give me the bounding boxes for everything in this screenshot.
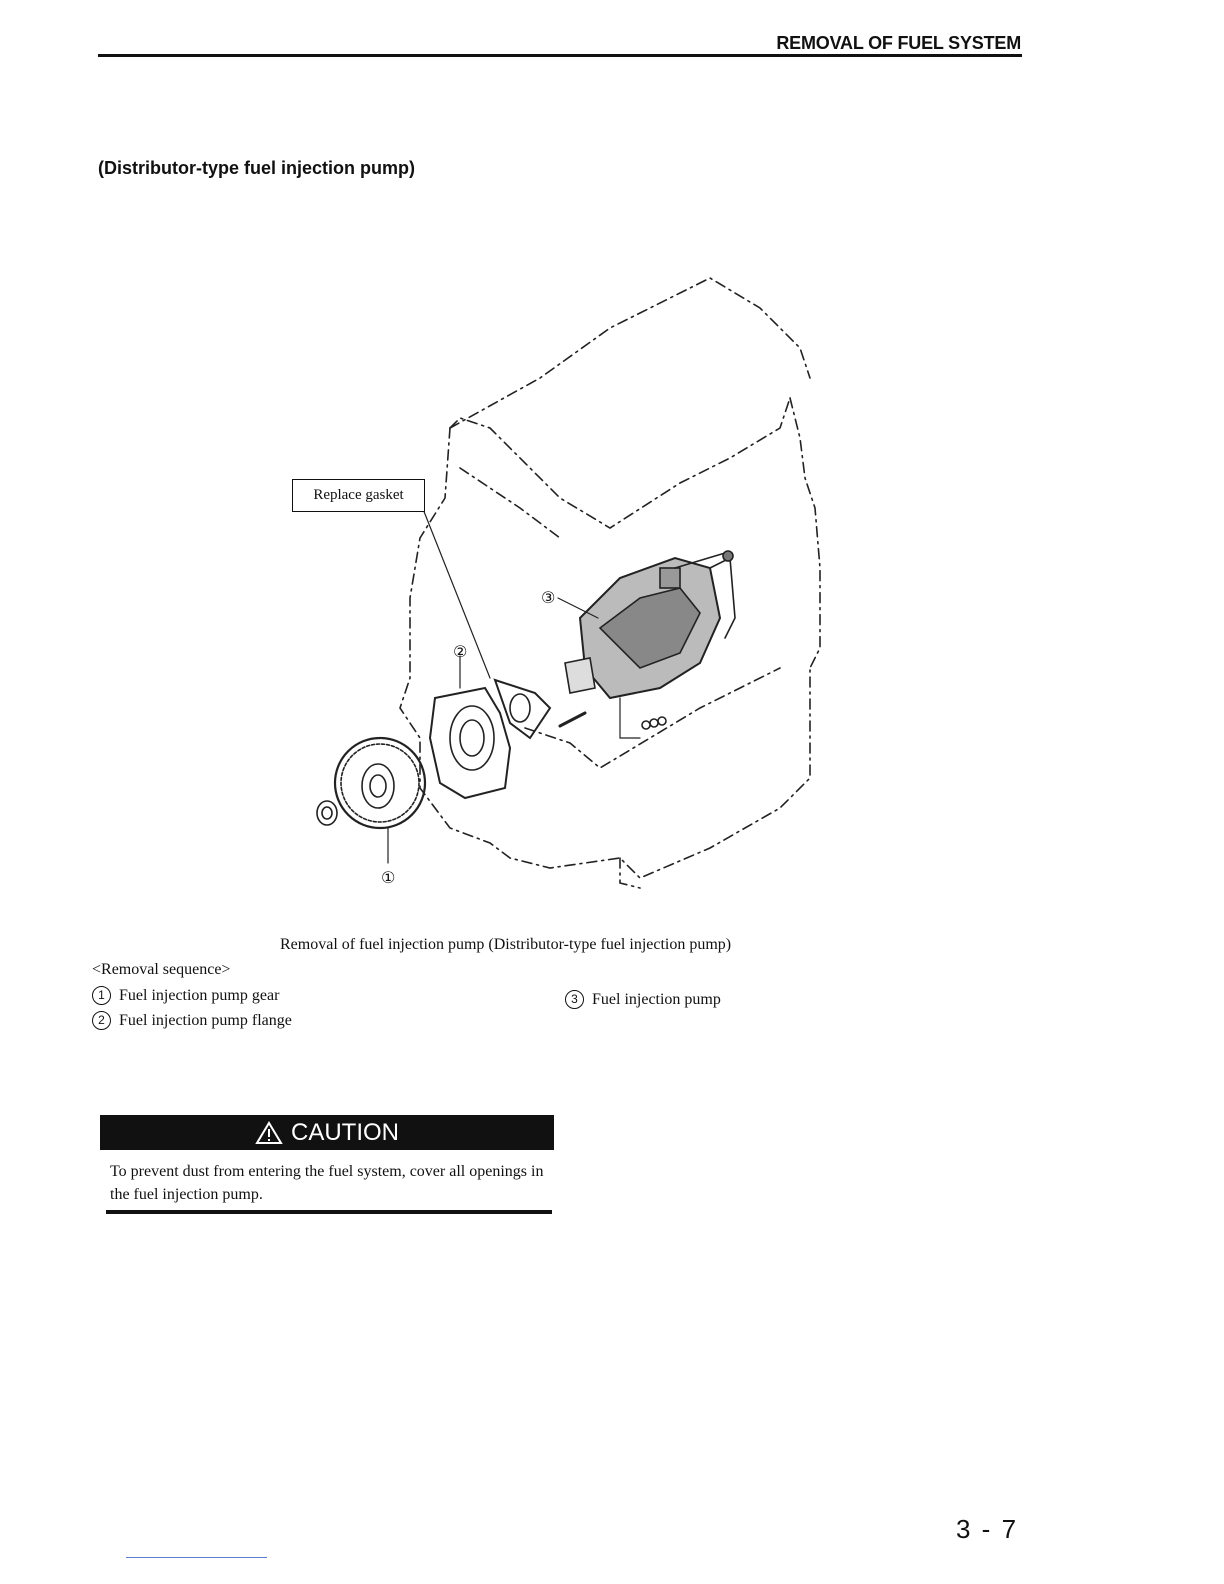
pump-flange [430, 688, 510, 798]
sequence-number-3: 3 [565, 990, 584, 1009]
page-number: 3 - 7 [956, 1514, 1019, 1544]
page-header-title: REMOVAL OF FUEL SYSTEM [776, 33, 1021, 53]
caution-rule [106, 1210, 552, 1214]
sequence-item-3 [565, 990, 721, 1009]
fuel-injection-pump [560, 551, 735, 726]
small-washers [642, 717, 666, 729]
footer-line [126, 1557, 267, 1558]
engine-exploded-diagram [280, 268, 850, 908]
caution-body: To prevent dust from entering the fuel system, cover all openings in the fuel injection pump. [110, 1163, 544, 1203]
removal-sequence-heading: <Removal sequence> [92, 961, 231, 978]
gasket [495, 680, 550, 738]
section-title: (Distributor-type fuel injection pump) [98, 158, 415, 178]
label-3: ③ [541, 590, 556, 607]
sequence-item-1 [92, 986, 279, 1005]
caution-title: CAUTION [291, 1118, 399, 1146]
gear-nut [317, 801, 337, 825]
caution-header [100, 1115, 554, 1150]
sequence-item-label: Fuel injection pump gear [119, 987, 280, 1004]
label-2: ② [453, 644, 468, 661]
header-rule [98, 54, 1022, 57]
figure-caption: Removal of fuel injection pump (Distributor-type fuel injection pump) [280, 936, 732, 953]
replace-gasket-callout: Replace gasket [292, 479, 425, 512]
sequence-item-2 [92, 1011, 292, 1030]
label-1: ① [381, 870, 396, 887]
pump-gear [335, 738, 425, 828]
sequence-number-1: 1 [92, 986, 111, 1005]
sequence-item-label: Fuel injection pump flange [119, 1012, 292, 1029]
sequence-item-label: Fuel injection pump [592, 991, 721, 1008]
warning-triangle-icon [255, 1121, 283, 1145]
sequence-number-2: 2 [92, 1011, 111, 1030]
